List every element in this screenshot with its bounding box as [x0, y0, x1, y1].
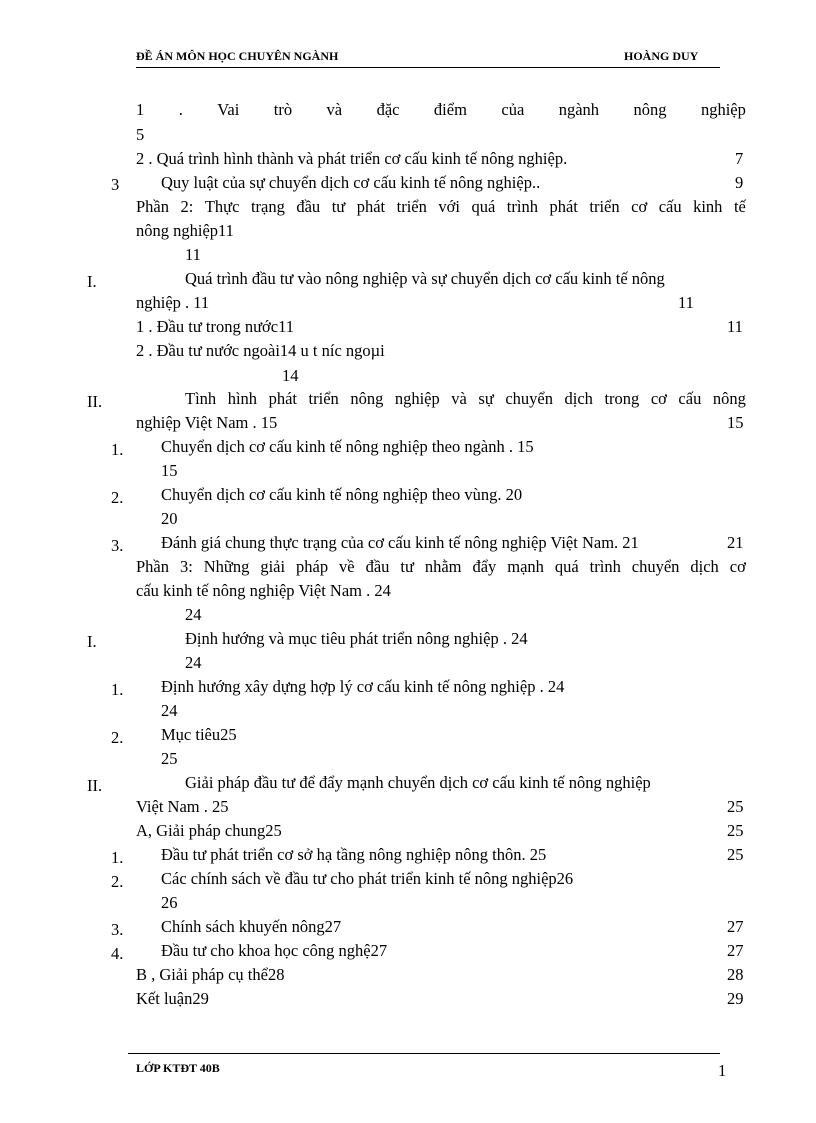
toc-word: phát — [549, 197, 578, 216]
toc-entry-16-line2: Việt Nam . 25 — [136, 797, 229, 816]
toc-word: Tình — [185, 389, 217, 408]
toc-entry-9-number: 1. — [111, 440, 124, 459]
toc-entry-11-text: Đánh giá chung thực trạng của cơ cấu kinh tế nông nghiệp Việt Nam. 21 — [161, 533, 639, 552]
toc-word: cơ — [650, 389, 667, 408]
toc-entry-21-text: Đầu tư cho khoa học công nghệ27 — [161, 941, 388, 960]
toc-word: triển — [589, 197, 620, 216]
toc-entry-21-number: 4. — [111, 944, 124, 963]
toc-entry-3-text: Quy luật của sự chuyển dịch cơ cấu kinh tế nông nghiệp.. — [161, 173, 541, 192]
toc-word: đầu — [365, 557, 390, 576]
toc-word: giải — [260, 557, 286, 576]
toc-word: cơ — [729, 557, 746, 576]
toc-entry-8-line2: nghiệp Việt Nam . 15 — [136, 413, 278, 432]
toc-word: đầu — [296, 197, 321, 216]
header-rule — [136, 67, 720, 68]
toc-word: Những — [203, 557, 250, 576]
toc-entry-11-number: 3. — [111, 536, 124, 555]
toc-entry-4-page: 11 — [185, 245, 201, 264]
toc-word: 3: — [179, 557, 193, 576]
toc-entry-5-line2: nghiệp . 11 — [136, 293, 210, 312]
toc-entry-2-page: 7 — [735, 149, 744, 168]
toc-entry-18-page: 25 — [727, 845, 744, 864]
toc-entry-1-page: 5 — [136, 125, 145, 144]
toc-entry-11-page: 21 — [727, 533, 744, 552]
toc-word: phát — [356, 197, 386, 216]
toc-word: Phần — [136, 197, 169, 216]
toc-entry-16-line1: Giải pháp đầu tư để đẩy mạnh chuyển dịch cơ cấu kinh tế nông nghiệp — [185, 773, 651, 792]
toc-entry-9-text: Chuyển dịch cơ cấu kinh tế nông nghiệp theo ngành . 15 — [161, 437, 534, 456]
toc-word: trong — [604, 389, 640, 408]
toc-entry-18-text: Đầu tư phát triển cơ sở hạ tầng nông nghiệp nông thôn. 25 — [161, 845, 547, 864]
toc-entry-17-text: A, Giải pháp chung25 — [136, 821, 282, 840]
toc-entry-8-number: II. — [87, 392, 103, 411]
toc-word: nghiệp — [394, 389, 440, 408]
toc-entry-8-line1 — [185, 389, 746, 409]
toc-entry-16-page: 25 — [727, 797, 744, 816]
toc-word: với — [438, 197, 460, 216]
toc-word: quá — [471, 197, 496, 216]
footer-class: LỚP KTĐT 40B — [136, 1061, 220, 1075]
toc-word: 1 — [136, 100, 145, 119]
toc-entry-20-number: 3. — [111, 920, 124, 939]
toc-word: chuyển — [631, 557, 680, 576]
toc-entry-7-text: 2 . Đầu tư nước ngoài14 u t níc ngoµi — [136, 341, 385, 360]
toc-entry-23-text: Kết luận29 — [136, 989, 209, 1008]
header-title: ĐỀ ÁN MÔN HỌC CHUYÊN NGÀNH — [136, 49, 339, 63]
footer-rule — [128, 1053, 720, 1054]
toc-entry-19-number: 2. — [111, 872, 124, 891]
toc-word: phát — [268, 389, 297, 408]
toc-entry-20-text: Chính sách khuyến nông27 — [161, 917, 342, 936]
toc-word: quá — [554, 557, 579, 576]
toc-entry-4-line1 — [136, 197, 746, 217]
toc-word: và — [451, 389, 467, 408]
toc-word: Thực — [204, 197, 240, 216]
toc-entry-17-page: 25 — [727, 821, 744, 840]
toc-entry-14-number: 1. — [111, 680, 124, 699]
toc-word: đặc — [376, 100, 400, 119]
toc-entry-13-number: I. — [87, 632, 97, 651]
toc-word: . — [178, 100, 183, 119]
toc-entry-20-page: 27 — [727, 917, 744, 936]
toc-entry-3-page: 9 — [735, 173, 744, 192]
toc-entry-2-text: 2 . Quá trình hình thành và phát triển cơ cấu kinh tế nông nghiệp. — [136, 149, 568, 168]
toc-word: 2: — [180, 197, 194, 216]
toc-entry-22-text: B , Giải pháp cụ thể28 — [136, 965, 285, 984]
toc-word: của — [501, 100, 525, 119]
toc-word: tư — [400, 557, 414, 576]
toc-word: về — [339, 557, 355, 576]
toc-word: mạnh — [507, 557, 544, 576]
toc-word: trò — [273, 100, 293, 119]
toc-entry-15-page: 25 — [161, 749, 178, 768]
toc-entry-23-page: 29 — [727, 989, 744, 1008]
toc-word: triển — [308, 389, 339, 408]
toc-entry-15-text: Mục tiêu25 — [161, 725, 237, 744]
toc-word: ngành — [558, 100, 600, 119]
toc-entry-12-page: 24 — [185, 605, 202, 624]
toc-word: sự — [478, 389, 494, 408]
toc-word: dịch — [564, 389, 593, 408]
toc-word: nhằm — [424, 557, 462, 576]
toc-word: và — [326, 100, 343, 119]
toc-word: nông — [633, 100, 667, 119]
toc-entry-10-number: 2. — [111, 488, 124, 507]
toc-entry-10-text: Chuyển dịch cơ cấu kinh tế nông nghiệp theo vùng. 20 — [161, 485, 523, 504]
toc-entry-15-number: 2. — [111, 728, 124, 747]
toc-word: nông — [712, 389, 746, 408]
toc-entry-6-page: 11 — [727, 317, 743, 336]
toc-word: Vai — [217, 100, 240, 119]
toc-entry-22-page: 28 — [727, 965, 744, 984]
toc-word: nghiệp — [700, 100, 746, 119]
toc-word: cơ — [631, 197, 648, 216]
toc-entry-12-line2: cấu kinh tế nông nghiệp Việt Nam . 24 — [136, 581, 391, 600]
toc-entry-21-page: 27 — [727, 941, 744, 960]
toc-entry-19-page: 26 — [161, 893, 178, 912]
toc-word: tư — [331, 197, 346, 216]
toc-word: nông — [350, 389, 384, 408]
toc-entry-5-number: I. — [87, 272, 97, 291]
toc-entry-3-number: 3 — [111, 175, 120, 194]
toc-word: triển — [396, 197, 427, 216]
toc-entry-5-page: 11 — [678, 293, 694, 312]
toc-word: trạng — [250, 197, 285, 216]
toc-word: trình — [506, 197, 538, 216]
toc-entry-14-page: 24 — [161, 701, 178, 720]
header-author: HOÀNG DUY — [624, 49, 699, 63]
toc-word: điểm — [433, 100, 467, 119]
toc-word: tế — [733, 197, 746, 216]
toc-word: kinh — [693, 197, 723, 216]
toc-word: cấu — [658, 197, 682, 216]
toc-entry-6-text: 1 . Đầu tư trong nước11 — [136, 317, 294, 336]
toc-entry-4-line2: nông nghiệp11 — [136, 221, 234, 240]
toc-entry-5-line1: Quá trình đầu tư vào nông nghiệp và sự chuyển dịch cơ cấu kinh tế nông — [185, 269, 665, 288]
toc-word: chuyển — [505, 389, 553, 408]
toc-word: cấu — [678, 389, 702, 408]
toc-word: trình — [589, 557, 621, 576]
toc-entry-18-number: 1. — [111, 848, 124, 867]
toc-word: pháp — [296, 557, 329, 576]
toc-entry-19-text: Các chính sách về đầu tư cho phát triển kinh tế nông nghiệp26 — [161, 869, 574, 888]
toc-entry-8-page: 15 — [727, 413, 744, 432]
toc-entry-14-text: Định hướng xây dựng hợp lý cơ cấu kinh tế nông nghiệp . 24 — [161, 677, 565, 696]
toc-entry-13-text: Định hướng và mục tiêu phát triển nông nghiệp . 24 — [185, 629, 528, 648]
toc-entry-16-number: II. — [87, 776, 103, 795]
toc-entry-10-page: 20 — [161, 509, 178, 528]
toc-entry-7-page: 14 — [282, 366, 299, 385]
toc-word: Phần — [136, 557, 169, 576]
toc-entry-1-line — [136, 100, 746, 120]
toc-word: dịch — [690, 557, 719, 576]
footer-page-number: 1 — [718, 1061, 727, 1080]
toc-entry-13-page: 24 — [185, 653, 202, 672]
toc-word: hình — [227, 389, 258, 408]
toc-entry-12-line1 — [136, 557, 746, 577]
toc-entry-9-page: 15 — [161, 461, 178, 480]
toc-word: đẩy — [472, 557, 497, 576]
